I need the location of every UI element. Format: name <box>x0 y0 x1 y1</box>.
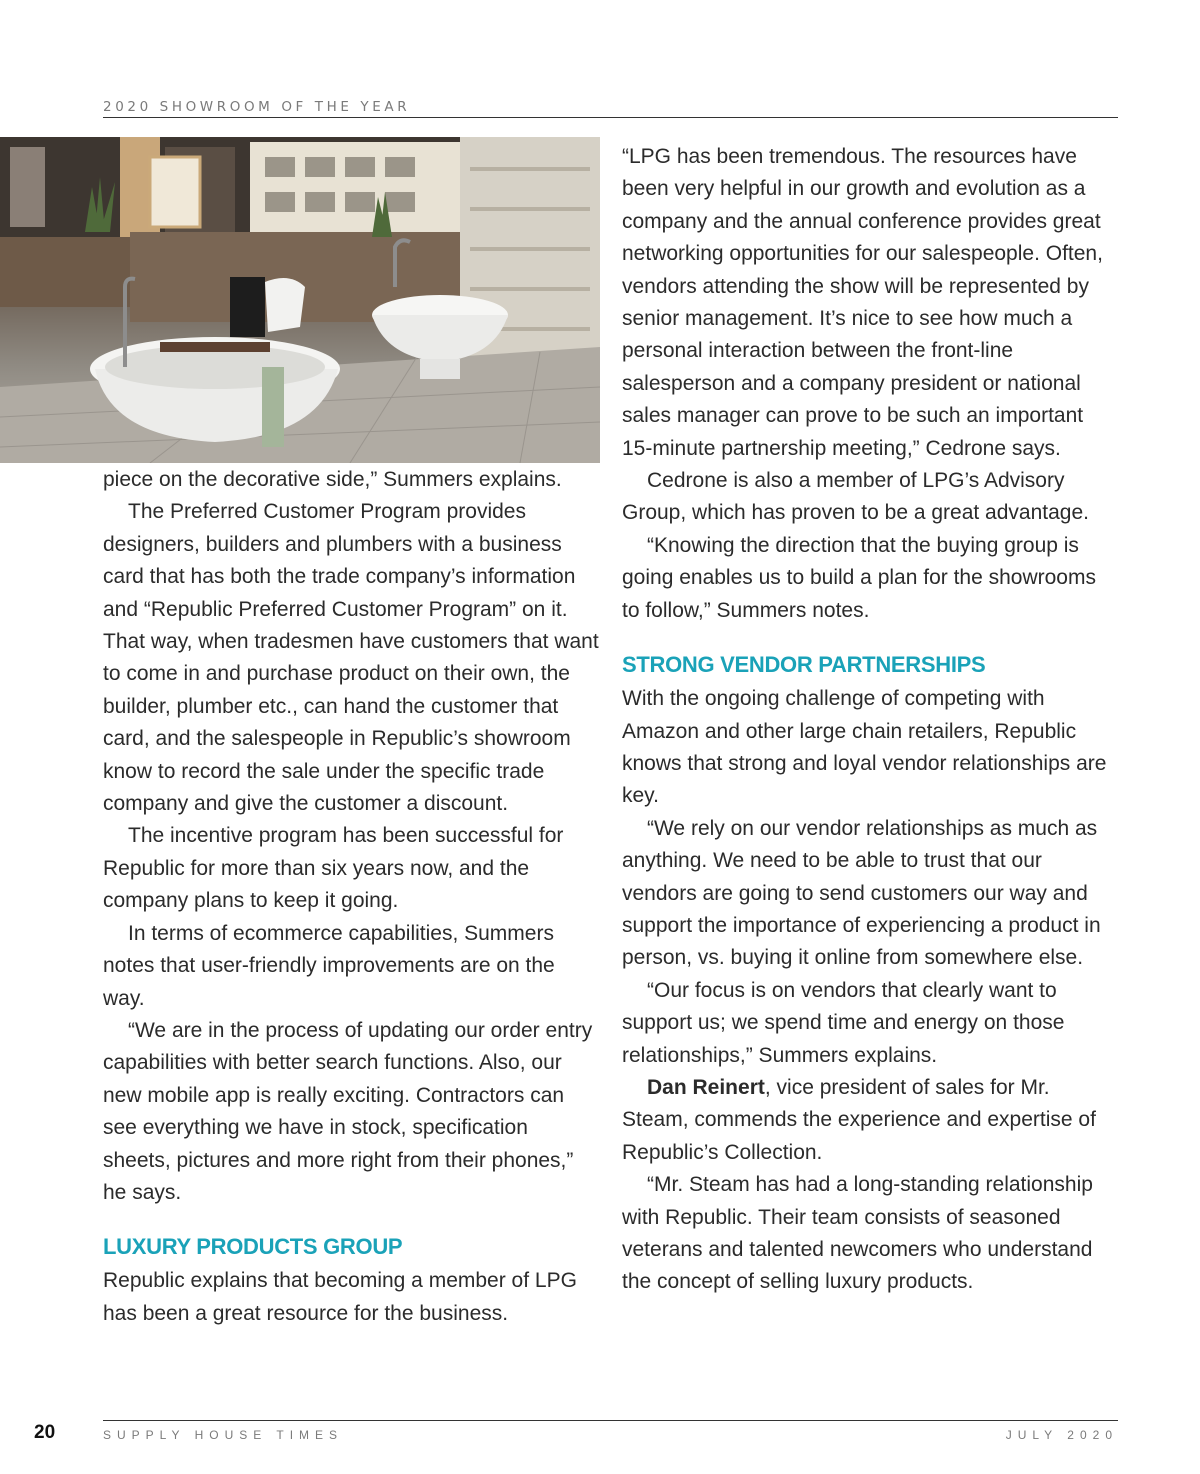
paragraph: Cedrone is also a member of LPG’s Advisory Group, which has proven to be a great advantage. <box>622 469 1089 525</box>
paragraph: “We are in the process of updating our order entry capabilities with better search functions. Also, our new mobile app is really exciting. Contractors can see everything we have in stock, specification sheets, pictures and more right from their phones,” he says. <box>103 1018 593 1204</box>
subhead-luxury-products-group: LUXURY PRODUCTS GROUP <box>103 1234 403 1260</box>
person-name: Dan Reinert <box>647 1075 765 1099</box>
issue-date: JULY 2020 <box>1005 1428 1118 1442</box>
paragraph: Republic explains that becoming a member of LPG has been a great resource for the business. <box>103 1269 577 1325</box>
paragraph: “LPG has been tremendous. The resources have been very helpful in our growth and evolution as a company and the annual conference provides great networking opportunities for our salespeople. Often, vendors attending the show will be represented by senior management. It’s nice to see how much a personal interaction between the front-line salesperson and a company president or national sales manager can prove to be such an important 15-minute partnership meeting,” Cedrone says. <box>622 145 1103 460</box>
paragraph: The Preferred Customer Program provides designers, builders and plumbers with a business card that has both the trade company’s information and “Republic Preferred Customer Program” on it. That way, when tradesmen have customers that want to come in and purchase product on their own, the builder, plumber etc., can hand the customer that card, and the salespeople in Republic’s showroom know to record the sale under the specific trade company and give the customer a discount. <box>103 500 599 816</box>
paragraph: piece on the decorative side,” Summers explains. <box>103 468 562 491</box>
paragraph: The incentive program has been successful for Republic for more than six years now, and the company plans to keep it going. <box>103 824 564 913</box>
right-column <box>622 141 1119 1299</box>
paragraph: In terms of ecommerce capabilities, Summers notes that user-friendly improvements are on the way. <box>103 921 555 1010</box>
publication-name: SUPPLY HOUSE TIMES <box>103 1428 344 1442</box>
section-header: 2020 SHOWROOM OF THE YEAR <box>103 99 411 115</box>
footer-rule <box>103 1420 1118 1421</box>
subhead-strong-vendor-partnerships: STRONG VENDOR PARTNERSHIPS <box>622 652 986 678</box>
paragraph: “Mr. Steam has had a long-standing relationship with Republic. Their team consists of seasoned veterans and talented newcomers who understand the concept of selling luxury products. <box>622 1173 1093 1294</box>
paragraph-text: , vice president of sales for Mr. Steam, commends the experience and expertise of Republic’s Collection. <box>622 1075 1096 1164</box>
paragraph: “Knowing the direction that the buying group is going enables us to build a plan for the showrooms to follow,” Summers notes. <box>622 533 1096 622</box>
paragraph <box>622 1072 1119 1169</box>
header-rule <box>103 117 1118 118</box>
paragraph: “We rely on our vendor relationships as much as anything. We need to be able to trust that our vendors are going to send customers our way and support the importance of experiencing a product in person, vs. buying it online from somewhere else. <box>622 816 1101 970</box>
showroom-photo <box>0 137 600 463</box>
left-column <box>103 464 600 1330</box>
paragraph: “Our focus is on vendors that clearly want to support us; we spend time and energy on those relationships,” Summers explains. <box>622 978 1065 1067</box>
page-number: 20 <box>34 1422 56 1443</box>
showroom-illustration <box>0 137 600 463</box>
paragraph: With the ongoing challenge of competing with Amazon and other large chain retailers, Republic knows that strong and loyal vendor relationships are key. <box>622 687 1107 808</box>
